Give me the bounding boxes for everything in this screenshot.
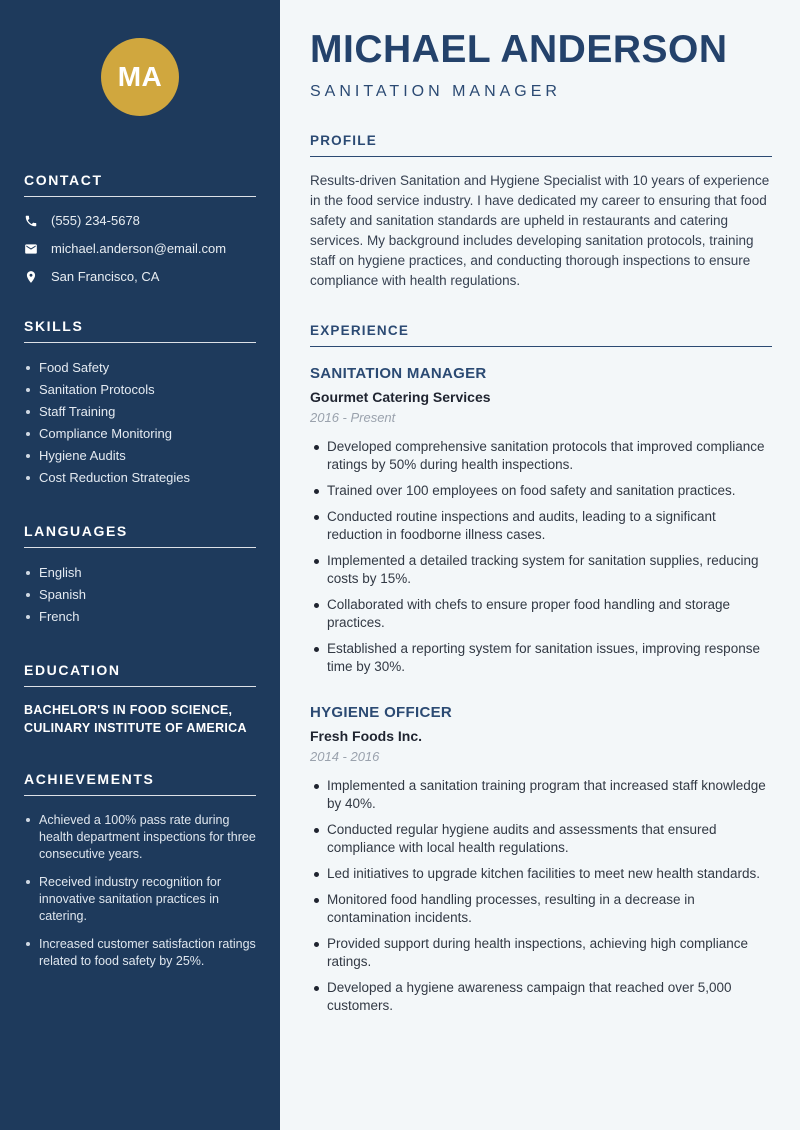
section-divider: [24, 686, 256, 687]
achievements-section: [24, 771, 256, 970]
contact-phone-text: (555) 234-5678: [51, 213, 140, 228]
skills-section: [24, 318, 256, 489]
contact-location: [24, 269, 256, 284]
skill-item: Sanitation Protocols: [24, 379, 256, 401]
job-entry: [310, 704, 772, 1015]
job-bullet: Implemented a sanitation training program that increased staff knowledge by 40%.: [310, 777, 772, 813]
job-company: Fresh Foods Inc.: [310, 727, 423, 744]
profile-heading: PROFILE: [310, 132, 377, 148]
languages-section: [24, 523, 256, 628]
contact-heading: CONTACT: [24, 172, 103, 188]
education-degree: BACHELOR'S IN FOOD SCIENCE, CULINARY INSTITUTE OF AMERICA: [24, 703, 247, 735]
skill-item: Food Safety: [24, 357, 256, 379]
language-item: English: [24, 562, 256, 584]
contact-section: [24, 172, 256, 284]
experience-section: [310, 323, 772, 1015]
achievement-item: Achieved a 100% pass rate during health department inspections for three consecutive years.: [24, 812, 256, 863]
section-divider: [24, 196, 256, 197]
contact-email: [24, 241, 256, 256]
achievements-list: [24, 812, 256, 970]
skill-item: Cost Reduction Strategies: [24, 467, 256, 489]
job-bullet: Led initiatives to upgrade kitchen facilities to meet new health standards.: [310, 865, 772, 883]
achievement-item: Received industry recognition for innovative sanitation practices in catering.: [24, 874, 256, 925]
section-divider: [24, 547, 256, 548]
skill-item: Hygiene Audits: [24, 445, 256, 467]
job-bullet: Developed comprehensive sanitation protocols that improved compliance ratings by 50% during health inspections.: [310, 438, 772, 474]
job-bullet: Monitored food handling processes, resulting in a decrease in contamination incidents.: [310, 891, 772, 927]
contact-location-text: San Francisco, CA: [51, 269, 160, 284]
candidate-name: MICHAEL ANDERSON: [310, 28, 728, 71]
achievements-heading: ACHIEVEMENTS: [24, 771, 155, 787]
job-dates: 2014 - 2016: [310, 748, 380, 764]
section-divider: [24, 342, 256, 343]
email-icon: [24, 242, 38, 256]
profile-section: [310, 133, 772, 291]
job-title: HYGIENE OFFICER: [310, 703, 453, 721]
avatar: [101, 38, 179, 116]
job-bullets: [310, 438, 772, 676]
skill-item: Staff Training: [24, 401, 256, 423]
main-content: [280, 0, 800, 1130]
phone-icon: [24, 214, 38, 228]
skill-item: Compliance Monitoring: [24, 423, 256, 445]
languages-heading: LANGUAGES: [24, 523, 128, 539]
job-company: Gourmet Catering Services: [310, 388, 491, 405]
language-item: Spanish: [24, 584, 256, 606]
contact-list: [24, 213, 256, 284]
profile-text: Results-driven Sanitation and Hygiene Specialist with 10 years of experience in the food service industry. I have dedicated my career to ensuring that food safety and sanitation standards are upheld in restaurants and catering services. My background includes developing sanitation protocols, training staff on hygiene practices, and conducting thorough inspections to ensure compliance with health regulations.: [310, 172, 770, 288]
education-section: [24, 662, 256, 737]
avatar-initials: MA: [117, 61, 163, 92]
candidate-title: SANITATION MANAGER: [310, 82, 561, 100]
section-divider: [310, 346, 772, 347]
language-item: French: [24, 606, 256, 628]
job-bullets: [310, 777, 772, 1015]
job-bullet: Trained over 100 employees on food safety and sanitation practices.: [310, 482, 772, 500]
contact-phone: [24, 213, 256, 228]
section-divider: [310, 156, 772, 157]
job-title: SANITATION MANAGER: [310, 364, 487, 382]
location-icon: [24, 270, 38, 284]
experience-heading: EXPERIENCE: [310, 322, 410, 338]
job-bullet: Developed a hygiene awareness campaign that reached over 5,000 customers.: [310, 979, 772, 1015]
job-bullet: Conducted routine inspections and audits, leading to a significant reduction in foodborne illness cases.: [310, 508, 772, 544]
job-entry: [310, 365, 772, 676]
section-divider: [24, 795, 256, 796]
education-heading: EDUCATION: [24, 662, 121, 678]
job-bullet: Provided support during health inspections, achieving high compliance ratings.: [310, 935, 772, 971]
job-bullet: Established a reporting system for sanitation issues, improving response time by 30%.: [310, 640, 772, 676]
job-dates: 2016 - Present: [310, 409, 396, 425]
contact-email-text: michael.anderson@email.com: [51, 241, 227, 256]
job-bullet: Collaborated with chefs to ensure proper food handling and storage practices.: [310, 596, 772, 632]
achievement-item: Increased customer satisfaction ratings related to food safety by 25%.: [24, 936, 256, 970]
skills-heading: SKILLS: [24, 318, 84, 334]
sidebar: [0, 0, 280, 1130]
job-bullet: Conducted regular hygiene audits and assessments that ensured compliance with local health regulations.: [310, 821, 772, 857]
languages-list: [24, 562, 256, 628]
job-bullet: Implemented a detailed tracking system for sanitation supplies, reducing costs by 15%.: [310, 552, 772, 588]
skills-list: [24, 357, 256, 489]
